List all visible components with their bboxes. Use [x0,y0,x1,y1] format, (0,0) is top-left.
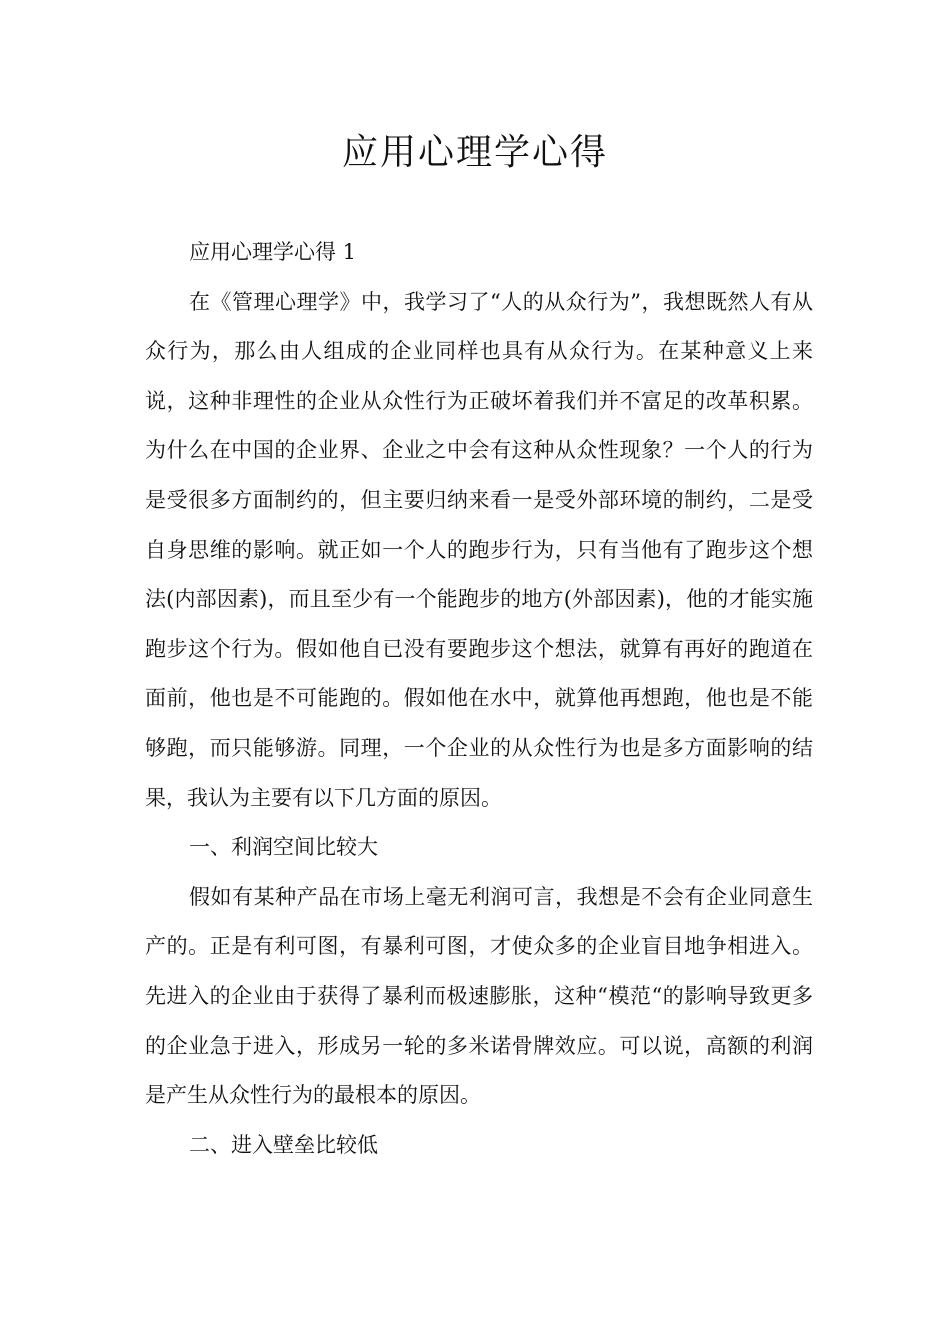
section-heading: 应用心理学心得 1 [189,240,357,264]
paragraph: 在《管理心理学》中，我学习了“人的从众行为”，我想既然人有从众行为，那么由人组成的企业同样也具有从众行为。在某种意义上来说，这种非理性的企业从众性行为正破坏着我们并不富足的改革积累。为什么在中国的企业界、企业之中会有这种从众性现象？一个人的行为是受很多方面制约的，但主要归纳来看一是受外部环境的制约，二是受自身思维的影响。就正如一个人的跑步行为，只有当他有了跑步这个想法(内部因素)，而且至少有一个能跑步的地方(外部因素)，他的才能实施跑步这个行为。假如他自已没有要跑步这个想法，就算有再好的跑道在面前，他也是不可能跑的。假如他在水中，就算他再想跑，他也是不能够跑，而只能够游。同理，一个企业的从众性行为也是多方面影响的结果，我认为主要有以下几方面的原因。 [145,289,813,810]
document-body [145,228,813,1170]
document-title: 应用心理学心得 [341,132,608,173]
paragraph: 假如有某种产品在市场上毫无利润可言，我想是不会有企业同意生产的。正是有利可图，有暴利可图，才使众多的企业盲目地争相进入。先进入的企业由于获得了暴利而极速膨胀，这种“模范“的影响导致更多的企业急于进入，形成另一轮的多米诺骨牌效应。可以说，高额的利润是产生从众性行为的最根本的原因。 [145,884,813,1108]
subheading-entry-barrier: 二、进入壁垒比较低 [189,1132,378,1157]
subheading-profit-margin: 一、利润空间比较大 [189,835,378,860]
